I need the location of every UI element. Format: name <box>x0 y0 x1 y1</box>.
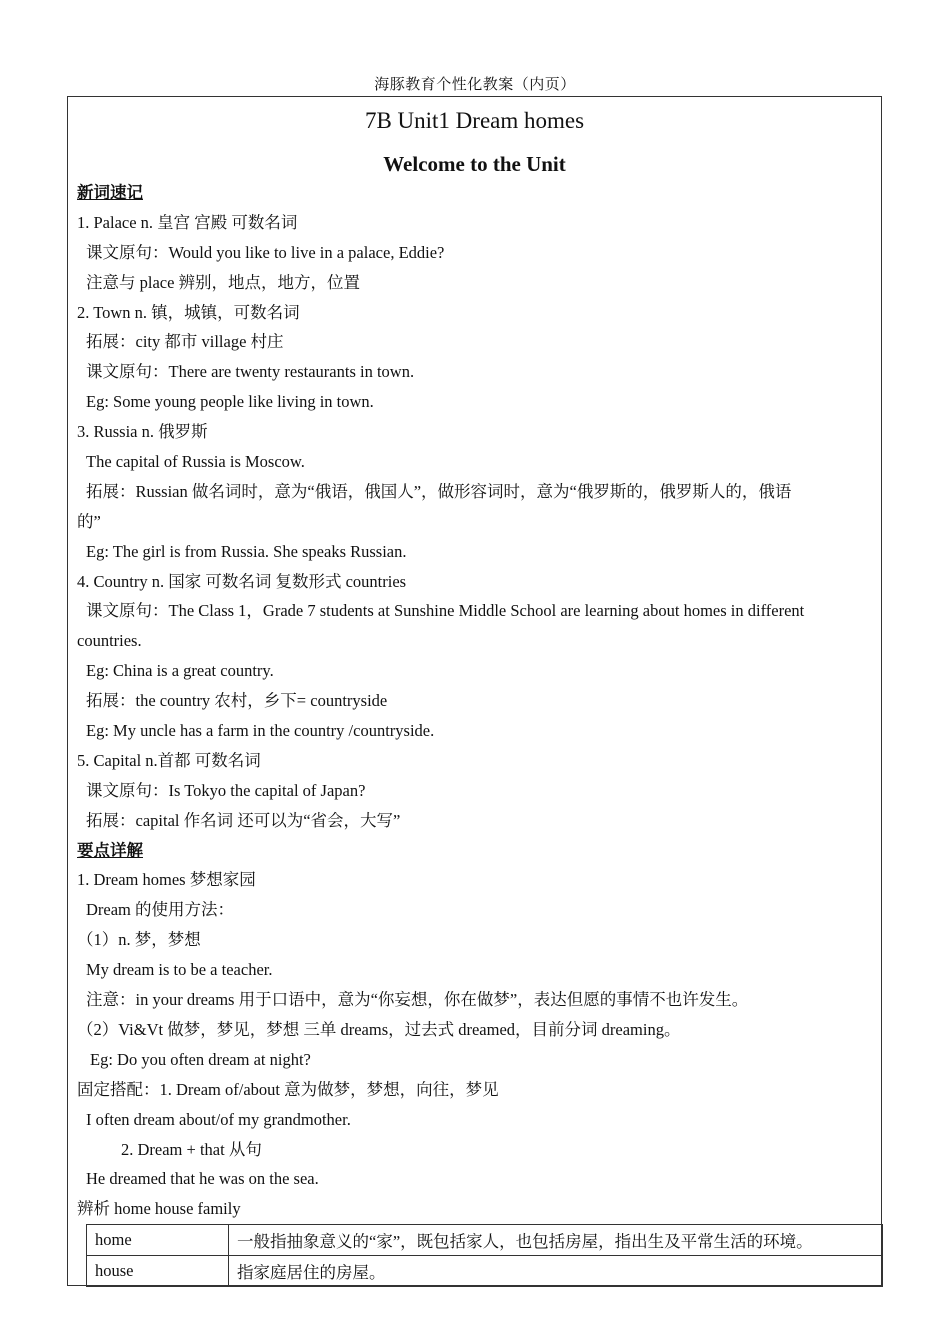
text-line: Eg: Do you often dream at night? <box>90 1049 311 1069</box>
text-line: 课文原句：Is Tokyo the capital of Japan? <box>86 780 366 800</box>
text-line: Eg: Some young people like living in town. <box>86 392 374 412</box>
section-heading: 要点详解 <box>77 840 143 860</box>
unit-title: 7B Unit1 Dream homes <box>364 108 585 133</box>
text-line: 课文原句：There are twenty restaurants in town. <box>86 362 415 382</box>
table-row <box>87 1256 883 1287</box>
text-line: 课文原句：Would you like to live in a palace, Eddie? <box>86 242 445 262</box>
text-line: 拓展：capital 作名词 还可以为“省会，大写” <box>86 810 401 830</box>
text-line: The capital of Russia is Moscow. <box>86 452 305 472</box>
lesson-content <box>77 178 872 1224</box>
text-line: 拓展：city 都市 village 村庄 <box>86 332 284 352</box>
text-line: He dreamed that he was on the sea. <box>86 1169 319 1189</box>
text-line: My dream is to be a teacher. <box>86 960 273 980</box>
text-line: 3. Russia n. 俄罗斯 <box>77 422 208 442</box>
text-line: Eg: The girl is from Russia. She speaks Russian. <box>86 541 407 561</box>
text-line: （2）Vi&Vt 做梦，梦见，梦想 三单 dreams，过去式 dreamed，目前分词 dreaming。 <box>77 1019 681 1039</box>
text-line: 2. Dream + that 从句 <box>121 1139 262 1159</box>
page-header: 海豚教育个性化教案（内页） <box>374 77 576 93</box>
comparison-table <box>86 1224 883 1287</box>
text-line: Eg: China is a great country. <box>86 661 274 681</box>
text-line: 的” <box>77 511 101 531</box>
term-cell: home <box>87 1225 229 1256</box>
text-line: 1. Dream homes 梦想家园 <box>77 870 256 890</box>
text-line: 1. Palace n. 皇宫 宫殿 可数名词 <box>77 212 298 232</box>
text-line: 拓展：the country 农村，乡下= countryside <box>86 691 388 711</box>
text-line: Eg: My uncle has a farm in the country /countryside. <box>86 721 435 741</box>
meaning-cell: 指家庭居住的房屋。 <box>229 1256 883 1287</box>
text-line: Dream 的使用方法： <box>86 900 235 920</box>
text-line: 5. Capital n.首都 可数名词 <box>77 750 261 770</box>
text-line: I often dream about/of my grandmother. <box>86 1109 351 1129</box>
text-line: 2. Town n. 镇，城镇，可数名词 <box>77 302 300 322</box>
text-line: （1）n. 梦，梦想 <box>77 930 201 950</box>
text-line: 课文原句：The Class 1，Grade 7 students at Sunshine Middle School are learning about homes in different <box>86 601 805 621</box>
text-line: 4. Country n. 国家 可数名词 复数形式 countries <box>77 571 407 591</box>
text-line: 辨析 home house family <box>77 1199 241 1219</box>
table-row <box>87 1225 883 1256</box>
text-line: 拓展：Russian 做名词时，意为“俄语，俄国人”，做形容词时，意为“俄罗斯的，俄罗斯人的，俄语 <box>86 481 792 501</box>
text-line: countries. <box>77 631 142 651</box>
section-title: Welcome to the Unit <box>383 152 566 176</box>
meaning-cell: 一般指抽象意义的“家”，既包括家人，也包括房屋，指出生及平常生活的环境。 <box>229 1225 883 1256</box>
text-line: 固定搭配：1. Dream of/about 意为做梦，梦想，向往，梦见 <box>77 1079 499 1099</box>
section-heading: 新词速记 <box>77 183 143 202</box>
text-line: 注意：in your dreams 用于口语中，意为“你妄想，你在做梦”，表达但愿的事情不也许发生。 <box>86 990 749 1010</box>
term-cell: house <box>87 1256 229 1287</box>
text-line: 注意与 place 辨别，地点，地方，位置 <box>86 272 361 292</box>
